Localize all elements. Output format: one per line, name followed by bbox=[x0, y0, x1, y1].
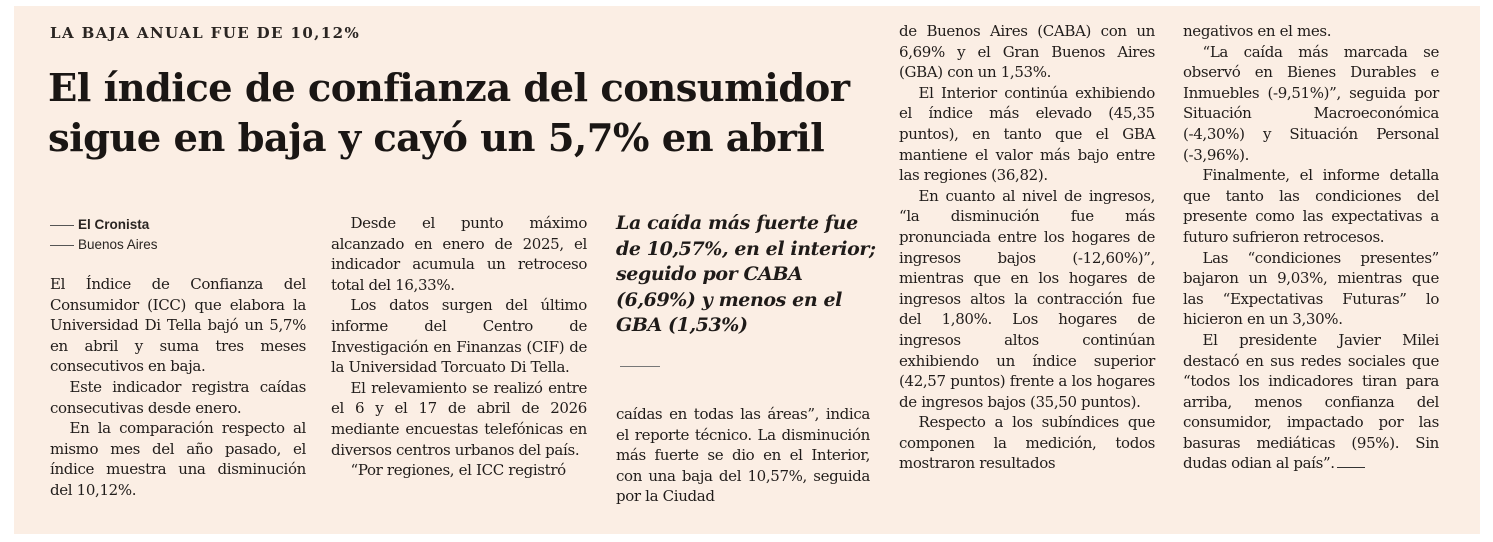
paragraph: En la comparación respecto al mismo mes del año pasado, el índice muestra una disminución del 10,12%. bbox=[50, 419, 306, 499]
paragraph: Los datos surgen del último informe del Centro de Investigación en Finanzas (CIF) de la Universidad Torcuato Di Tella. bbox=[331, 296, 587, 377]
text-column-5 bbox=[1183, 21, 1439, 474]
pull-quote-rule bbox=[620, 366, 660, 367]
kicker: LA BAJA ANUAL FUE DE 10,12% bbox=[50, 24, 361, 42]
byline-rule bbox=[50, 225, 74, 226]
byline-author bbox=[50, 217, 149, 232]
pull-quote: La caída más fuerte fue de 10,57%, en el interior; seguido por CABA (6,69%) y menos en el GBA (1,53%) bbox=[616, 212, 876, 336]
paragraph: El Interior continúa exhibiendo el índice más elevado (45,35 puntos), en tanto que el GBA mantiene el valor más bajo entre las regiones (36,82). bbox=[899, 83, 1155, 185]
location-name: Buenos Aires bbox=[78, 237, 158, 252]
paragraph: negativos en el mes. bbox=[1183, 22, 1332, 40]
paragraph: Las “condiciones presentes” bajaron un 9,03%, mientras que las “Expectativas Futuras” lo hicieron en un 3,30%. bbox=[1183, 248, 1439, 329]
paragraph: Desde el punto máximo alcanzado en enero de 2025, el indicador acumula un retroceso total del 16,33%. bbox=[331, 214, 587, 294]
paragraph: El Índice de Confianza del Consumidor (ICC) que elabora la Universidad Di Tella bajó un 5,7% en abril y suma tres meses consecutivos en baja. bbox=[50, 275, 306, 376]
text-column-4 bbox=[899, 21, 1155, 474]
final-paragraph bbox=[1183, 330, 1439, 474]
paragraph: caídas en todas las áreas”, indica el reporte técnico. La disminución más fuerte se dio en el Interior, con una baja del 10,57%, seguida por la Ciudad bbox=[616, 405, 870, 506]
paragraph: Este indicador registra caídas consecutivas desde enero. bbox=[50, 377, 306, 417]
paragraph: “La caída más marcada se observó en Bienes Durables e Inmuebles (-9,51%)”, seguida por Situación Macroeconómica (-4,30%) y Situación Personal (-3,96%). bbox=[1183, 42, 1439, 164]
headline-line-1: El índice de confianza del consumidor bbox=[48, 66, 850, 111]
text-column-1 bbox=[50, 274, 306, 501]
paragraph: de Buenos Aires (CABA) con un 6,69% y el Gran Buenos Aires (GBA) con un 1,53%. bbox=[899, 22, 1155, 82]
text-column-2 bbox=[331, 213, 587, 481]
paragraph: “Por regiones, el ICC registró bbox=[350, 461, 566, 480]
paragraph: Finalmente, el informe detalla que tanto las condiciones del presente como las expectativas a futuro sufrieron retrocesos. bbox=[1183, 166, 1439, 246]
end-mark bbox=[1337, 467, 1365, 468]
byline-rule bbox=[50, 245, 74, 246]
text-column-3 bbox=[616, 404, 870, 507]
author-name: El Cronista bbox=[78, 217, 150, 232]
paragraph: Respecto a los subíndices que componen la medición, todos mostraron resultados bbox=[899, 413, 1155, 473]
paragraph-text: El presidente Javier Milei destacó en sus redes sociales que “todos los indicadores tiran para arriba, menos confianza del consumidor, impactado por las basuras mediáticas (95%). Sin dudas odian al país”. bbox=[1183, 330, 1439, 473]
paragraph: En cuanto al nivel de ingresos, “la disminución fue más pronunciada entre los hogares de ingresos bajos (-12,60%)”, mientras que en los hogares de ingresos altos la contracción fue del 1,80%. Los hogares de ingresos altos continúan exhibiendo un índice superior (42,57 puntos) frente a los hogares de ingresos bajos (35,50 puntos). bbox=[899, 186, 1155, 411]
paragraph: El relevamiento se realizó entre el 6 y el 17 de abril de 2026 mediante encuestas telefónicas en diversos centros urbanos del país. bbox=[331, 378, 587, 459]
byline-location bbox=[50, 237, 158, 252]
headline-line-2: sigue en baja y cayó un 5,7% en abril bbox=[48, 116, 825, 161]
headline bbox=[48, 64, 868, 164]
